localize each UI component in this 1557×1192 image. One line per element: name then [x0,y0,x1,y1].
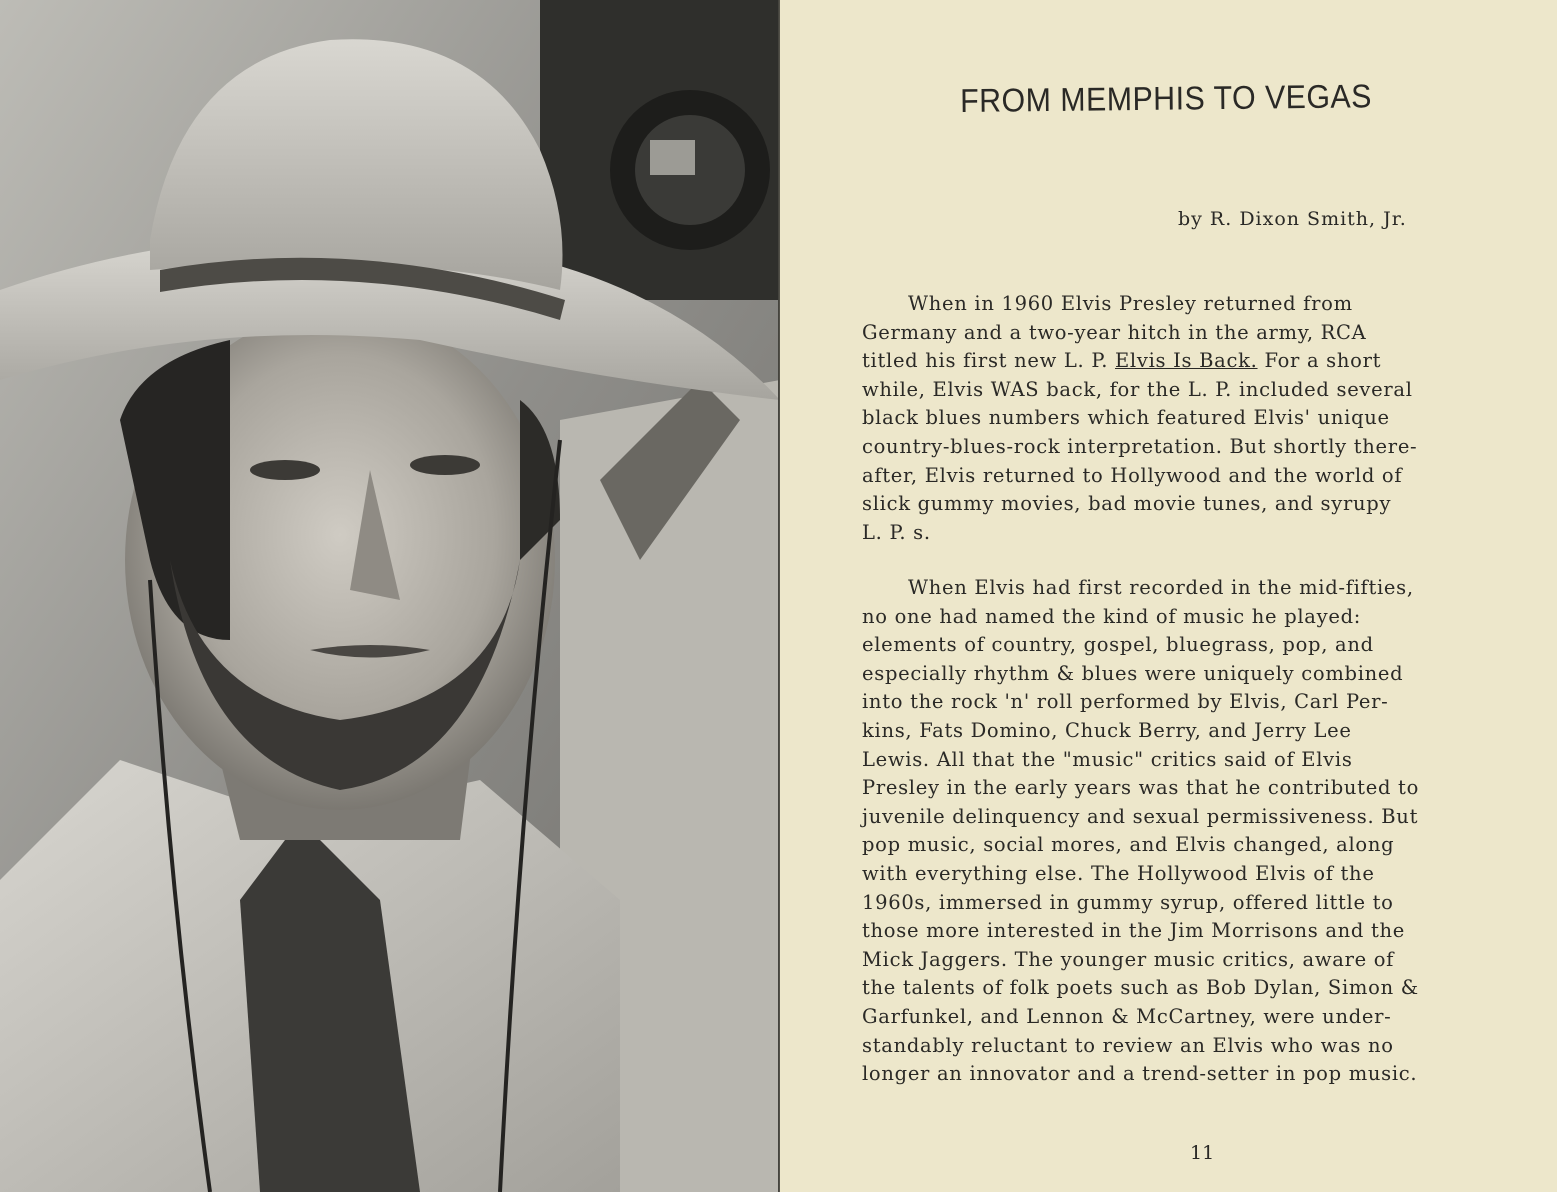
text-line: country-blues-rock interpretation. But shortly there- [862,434,1418,458]
album-title: Elvis Is Back. [1115,349,1258,373]
text-line: juvenile delinquency and sexual permissiveness. But [862,804,1419,828]
text-line: standably reluctant to review an Elvis who was no [862,1033,1394,1057]
text-line: no one had named the kind of music he played: [862,604,1362,628]
text-line: 1960s, immersed in gummy syrup, offered little to [862,890,1394,914]
text-line: especially rhythm & blues were uniquely combined [862,661,1404,685]
text-line: after, Elvis returned to Hollywood and the world of [862,463,1403,487]
text-line: with everything else. The Hollywood Elvis of the [862,861,1375,885]
text-line: pop music, social mores, and Elvis changed, along [862,833,1395,857]
article-title: FROM MEMPHIS TO VEGAS [960,77,1373,119]
text-line [862,347,1552,376]
text-line: kins, Fats Domino, Chuck Berry, and Jerry Lee [862,718,1352,742]
text-line: into the rock 'n' roll performed by Elvis, Carl Per- [862,690,1389,714]
article-byline: by R. Dixon Smith, Jr. [1178,208,1407,230]
text-line: When in 1960 Elvis Presley returned from [908,292,1353,315]
text-line: longer an innovator and a trend-setter in pop music. [862,1062,1418,1086]
text-segment: For a short [1264,349,1382,373]
text-page [780,0,1557,1192]
text-line: Germany and a two-year hitch in the army, RCA [862,320,1367,344]
text-line: black blues numbers which featured Elvis' unique [862,406,1390,430]
page-number: 11 [1190,1142,1215,1164]
text-line: When Elvis had first recorded in the mid-fifties, [908,576,1414,599]
text-line: while, Elvis WAS back, for the L. P. included several [862,377,1413,401]
text-line: elements of country, gospel, bluegrass, pop, and [862,633,1374,657]
text-segment: titled his first new L. P. [862,349,1109,373]
text-line: Presley in the early years was that he contributed to [862,776,1420,800]
text-line: the talents of folk poets such as Bob Dylan, Simon & [862,976,1419,1000]
paragraph-1 [862,290,1552,547]
text-line: Mick Jaggers. The younger music critics, aware of [862,947,1395,971]
text-line: Garfunkel, and Lennon & McCartney, were under- [862,1004,1392,1028]
text-line: those more interested in the Jim Morrisons and the [862,919,1406,943]
text-line: Lewis. All that the "music" critics said of Elvis [862,747,1353,771]
text-line: L. P. s. [862,520,931,544]
paragraph-2 [862,574,1552,1089]
text-line: slick gummy movies, bad movie tunes, and syrupy [862,492,1392,516]
